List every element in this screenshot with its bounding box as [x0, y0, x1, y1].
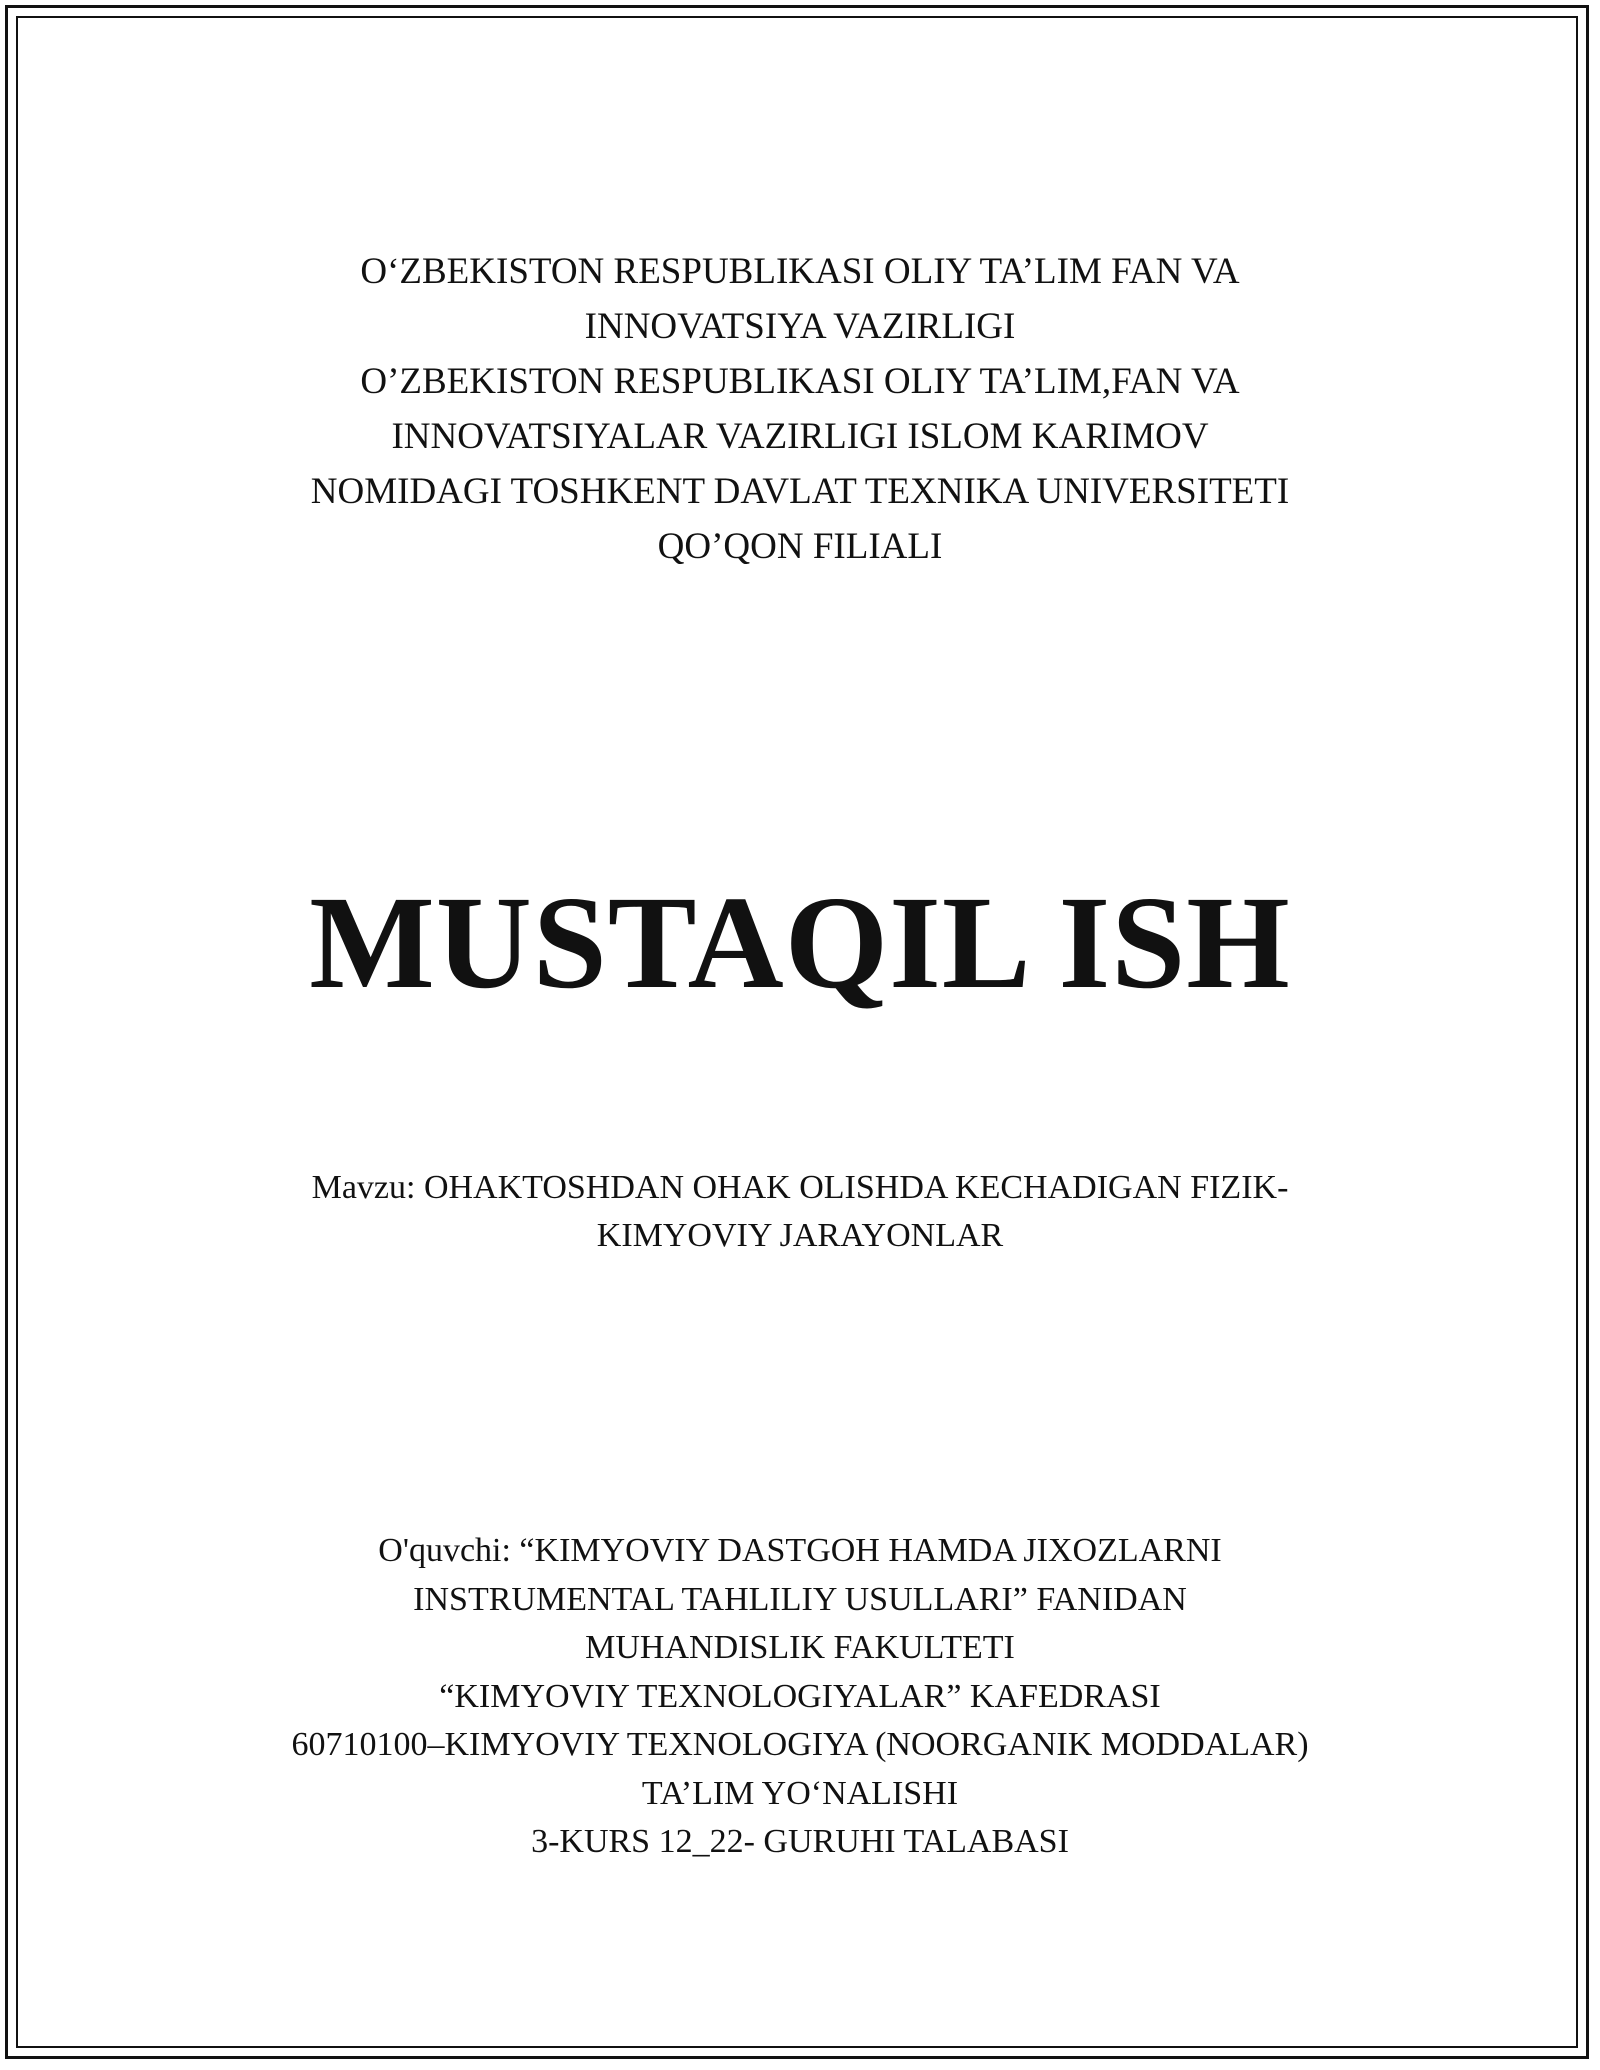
student-info-block	[0, 1527, 1600, 1867]
student-info-line: INSTRUMENTAL TAHLILIY USULLARI” FANIDAN	[413, 1580, 1187, 1618]
header-line: O’ZBEKISTON RESPUBLIKASI OLIY TA’LIM,FAN VA	[360, 361, 1240, 402]
header-line: O‘ZBEKISTON RESPUBLIKASI OLIY TA’LIM FAN VA	[360, 251, 1240, 292]
header-line: INNOVATSIYALAR VAZIRLIGI ISLOM KARIMOV	[391, 416, 1209, 457]
subject-block	[0, 1164, 1600, 1260]
header-line: NOMIDAGI TOSHKENT DAVLAT TEXNIKA UNIVERSITETI	[310, 471, 1290, 512]
ministry-header	[0, 244, 1600, 574]
subject-line: KIMYOVIY JARAYONLAR	[596, 1217, 1004, 1254]
student-info-line: MUHANDISLIK FAKULTETI	[585, 1629, 1015, 1666]
student-info-line: “KIMYOVIY TEXNOLOGIYALAR” KAFEDRASI	[439, 1677, 1161, 1715]
student-info-line: O'quvchi: “KIMYOVIY DASTGOH HAMDA JIXOZLARNI	[378, 1532, 1222, 1569]
student-info-line: TA’LIM YO‘NALISHI	[641, 1774, 959, 1812]
subject-line: Mavzu: OHAKTOSHDAN OHAK OLISHDA KECHADIGAN FIZIK-	[311, 1169, 1289, 1206]
student-info-line: 60710100–KIMYOVIY TEXNOLOGIYA (NOORGANIK MODDALAR)	[291, 1726, 1309, 1763]
student-info-line: 3-KURS 12_22- GURUHI TALABASI	[531, 1823, 1069, 1860]
document-title: MUSTAQIL ISH	[309, 868, 1291, 1016]
header-line: QO’QON FILIALI	[657, 526, 943, 567]
header-line: INNOVATSIYA VAZIRLIGI	[584, 306, 1016, 347]
